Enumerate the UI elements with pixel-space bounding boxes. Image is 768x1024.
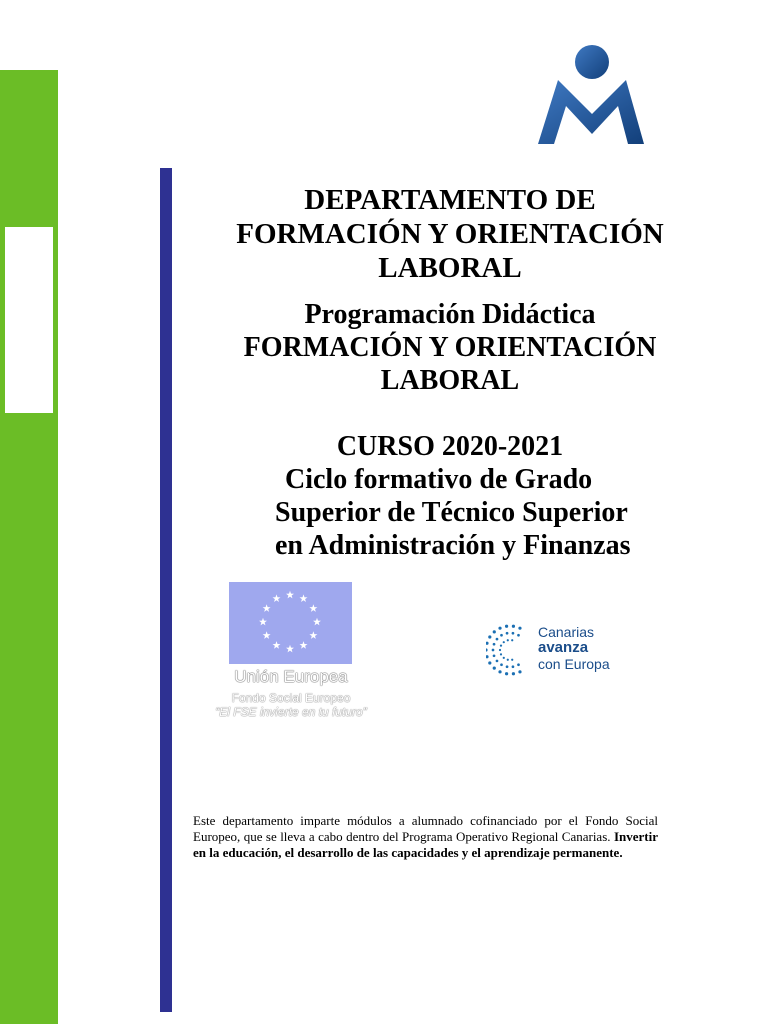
swirl-dot-icon xyxy=(505,672,508,675)
swirl-dot-icon xyxy=(503,641,505,643)
eu-star-icon xyxy=(309,631,317,639)
swirl-dot-icon xyxy=(500,653,502,655)
green-bar-notch xyxy=(5,227,53,413)
eu-star-icon xyxy=(300,641,308,649)
programacion-title-line: LABORAL xyxy=(380,365,520,396)
swirl-dot-icon xyxy=(498,670,501,673)
swirl-dot-icon xyxy=(512,632,515,635)
swirl-dot-icon xyxy=(506,632,509,635)
canarias-line2: avanza xyxy=(538,639,589,656)
swirl-dot-icon xyxy=(493,667,496,670)
swirl-dot-icon xyxy=(511,639,513,641)
swirl-dot-icon xyxy=(496,660,499,663)
department-title-line: FORMACIÓN Y ORIENTACIÓN xyxy=(236,218,664,250)
footnote-text: Este departamento imparte módulos a alumnado cofinanciado por el Fondo Social Europeo, que se lleva a cabo dentro del Programa Operativo Regional Canarias. xyxy=(193,813,658,844)
canarias-line3: con Europa xyxy=(538,656,610,672)
footnote-paragraph xyxy=(193,813,658,861)
eu-fund: Fondo Social Europeo xyxy=(231,691,351,705)
eu-star-icon xyxy=(286,645,294,653)
swirl-dot-icon xyxy=(518,670,521,673)
programacion-title xyxy=(180,298,720,397)
eu-star-icon xyxy=(286,591,294,599)
swirl-dot-icon xyxy=(500,663,503,666)
eu-logo-caption xyxy=(196,667,386,719)
swirl-dot-icon xyxy=(518,627,521,630)
swirl-dot-icon xyxy=(493,630,496,633)
swirl-dot-icon xyxy=(498,627,501,630)
swirl-dot-icon xyxy=(506,665,509,668)
swirl-dot-icon xyxy=(496,638,499,641)
swirl-dot-icon xyxy=(493,654,496,657)
ciclo-line: Ciclo formativo de Grado xyxy=(285,464,593,495)
department-title-line: DEPARTAMENTO DE xyxy=(304,184,596,216)
swirl-dot-icon xyxy=(512,625,515,628)
eu-name: Unión Europea xyxy=(234,667,348,686)
swirl-dot-icon xyxy=(486,642,489,645)
swirl-dot-icon xyxy=(507,639,509,641)
swirl-dot-icon xyxy=(492,649,495,652)
programacion-title-line: FORMACIÓN Y ORIENTACIÓN xyxy=(243,332,657,363)
curso-year: CURSO 2020-2021 xyxy=(336,431,564,462)
eu-star-icon xyxy=(313,618,321,626)
department-title xyxy=(180,183,720,285)
green-side-bar xyxy=(0,70,58,1024)
eu-star-icon xyxy=(259,618,267,626)
swirl-dot-icon xyxy=(500,634,503,637)
swirl-dot-icon xyxy=(512,672,515,675)
institution-logo-icon xyxy=(534,42,646,150)
swirl-dot-icon xyxy=(493,643,496,646)
swirl-dot-icon xyxy=(507,659,509,661)
footnote-bold-text: Invertir en la educación, el desarrollo de las capacidades y el aprendizaje permanente. xyxy=(193,829,658,860)
swirl-dot-icon xyxy=(500,645,502,647)
eu-star-icon xyxy=(309,604,317,612)
swirl-dot-icon xyxy=(511,659,513,661)
eu-flag-icon xyxy=(229,582,352,664)
swirl-dot-icon xyxy=(505,625,508,628)
department-title-line: LABORAL xyxy=(378,252,522,284)
swirl-dot-icon xyxy=(486,648,488,651)
eu-star-icon xyxy=(300,594,308,602)
programacion-title-line: Programación Didáctica xyxy=(304,299,596,330)
eu-star-icon xyxy=(273,641,281,649)
curso-block xyxy=(180,430,720,562)
swirl-dot-icon xyxy=(488,661,491,664)
blue-vertical-line xyxy=(160,168,172,1012)
eu-star-icon xyxy=(263,604,271,612)
swirl-dot-icon xyxy=(517,634,520,637)
ciclo-line: en Administración y Finanzas xyxy=(275,530,631,561)
swirl-dot-icon xyxy=(488,635,491,638)
eu-star-icon xyxy=(263,631,271,639)
canarias-line1: Canarias xyxy=(538,624,595,640)
swirl-dot-icon xyxy=(512,665,515,668)
swirl-dot-icon xyxy=(503,657,505,659)
swirl-dot-icon xyxy=(486,655,489,658)
canarias-logo-text xyxy=(538,624,610,672)
swirl-dot-icon xyxy=(499,649,501,651)
ciclo-line: Superior de Técnico Superior xyxy=(275,497,628,528)
swirl-dot-icon xyxy=(517,663,520,666)
eu-motto: “El FSE invierte en tu futuro” xyxy=(215,705,367,719)
eu-star-icon xyxy=(273,594,281,602)
